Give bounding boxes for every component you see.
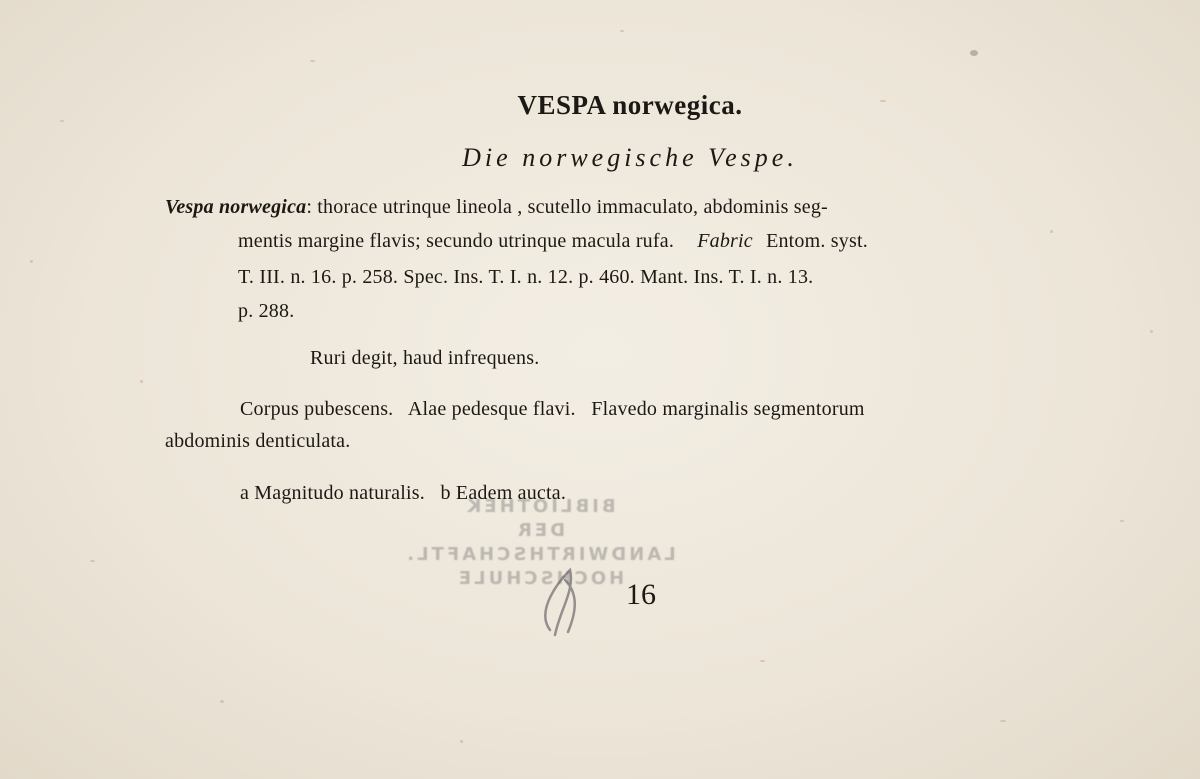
paper-speck (1150, 330, 1153, 333)
description-text: : thorace utrinque lineola , scutello immaculato, abdominis seg- (306, 196, 828, 218)
stamp-line: LANDWIRTHSCHAFTL. (404, 544, 676, 565)
description-line-1 (165, 196, 828, 219)
description-line-4: p. 288. (238, 300, 295, 322)
page-number: 16 (626, 578, 656, 611)
figures-caption: a Magnitudo naturalis. b Eadem aucta. (240, 482, 567, 504)
stamp-line: BIBLIOTHEK (464, 496, 616, 517)
reference-author: Fabric (697, 230, 753, 252)
paper-speck (90, 560, 95, 562)
paper-speck (140, 380, 143, 383)
paper-speck (970, 50, 978, 56)
reference-text: Entom. syst. (766, 230, 868, 252)
paper-speck (460, 740, 463, 743)
description-line-3: T. III. n. 16. p. 258. Spec. Ins. T. I. n. 12. p. 460. Mant. Ins. T. I. n. 13. (238, 266, 814, 288)
page-subtitle: Die norwegische Vespe. (462, 143, 798, 172)
notes-line-1: Corpus pubescens. Alae pedesque flavi. Flavedo marginalis segmentorum (240, 398, 865, 420)
paper-speck (1120, 520, 1124, 522)
stamp-line: DER (514, 520, 566, 541)
description-text: mentis margine flavis; secundo utrinque macula rufa. (238, 230, 675, 252)
page-title: VESPA norwegica. (517, 90, 743, 120)
description-line-2 (238, 230, 868, 253)
paper-speck (1050, 230, 1053, 233)
paper-speck (1000, 720, 1006, 722)
species-name: Vespa norwegica (165, 196, 307, 218)
paper-speck (30, 260, 33, 263)
paper-speck (220, 700, 224, 703)
notes-line-2: abdominis denticulata. (165, 430, 351, 452)
habitat-line: Ruri degit, haud infrequens. (310, 347, 540, 369)
handwritten-mark (530, 560, 590, 640)
paper-speck (620, 30, 624, 32)
paper-speck (310, 60, 315, 62)
paper-speck (760, 660, 765, 662)
stamp-line: HOCHSCHULE (455, 568, 625, 589)
